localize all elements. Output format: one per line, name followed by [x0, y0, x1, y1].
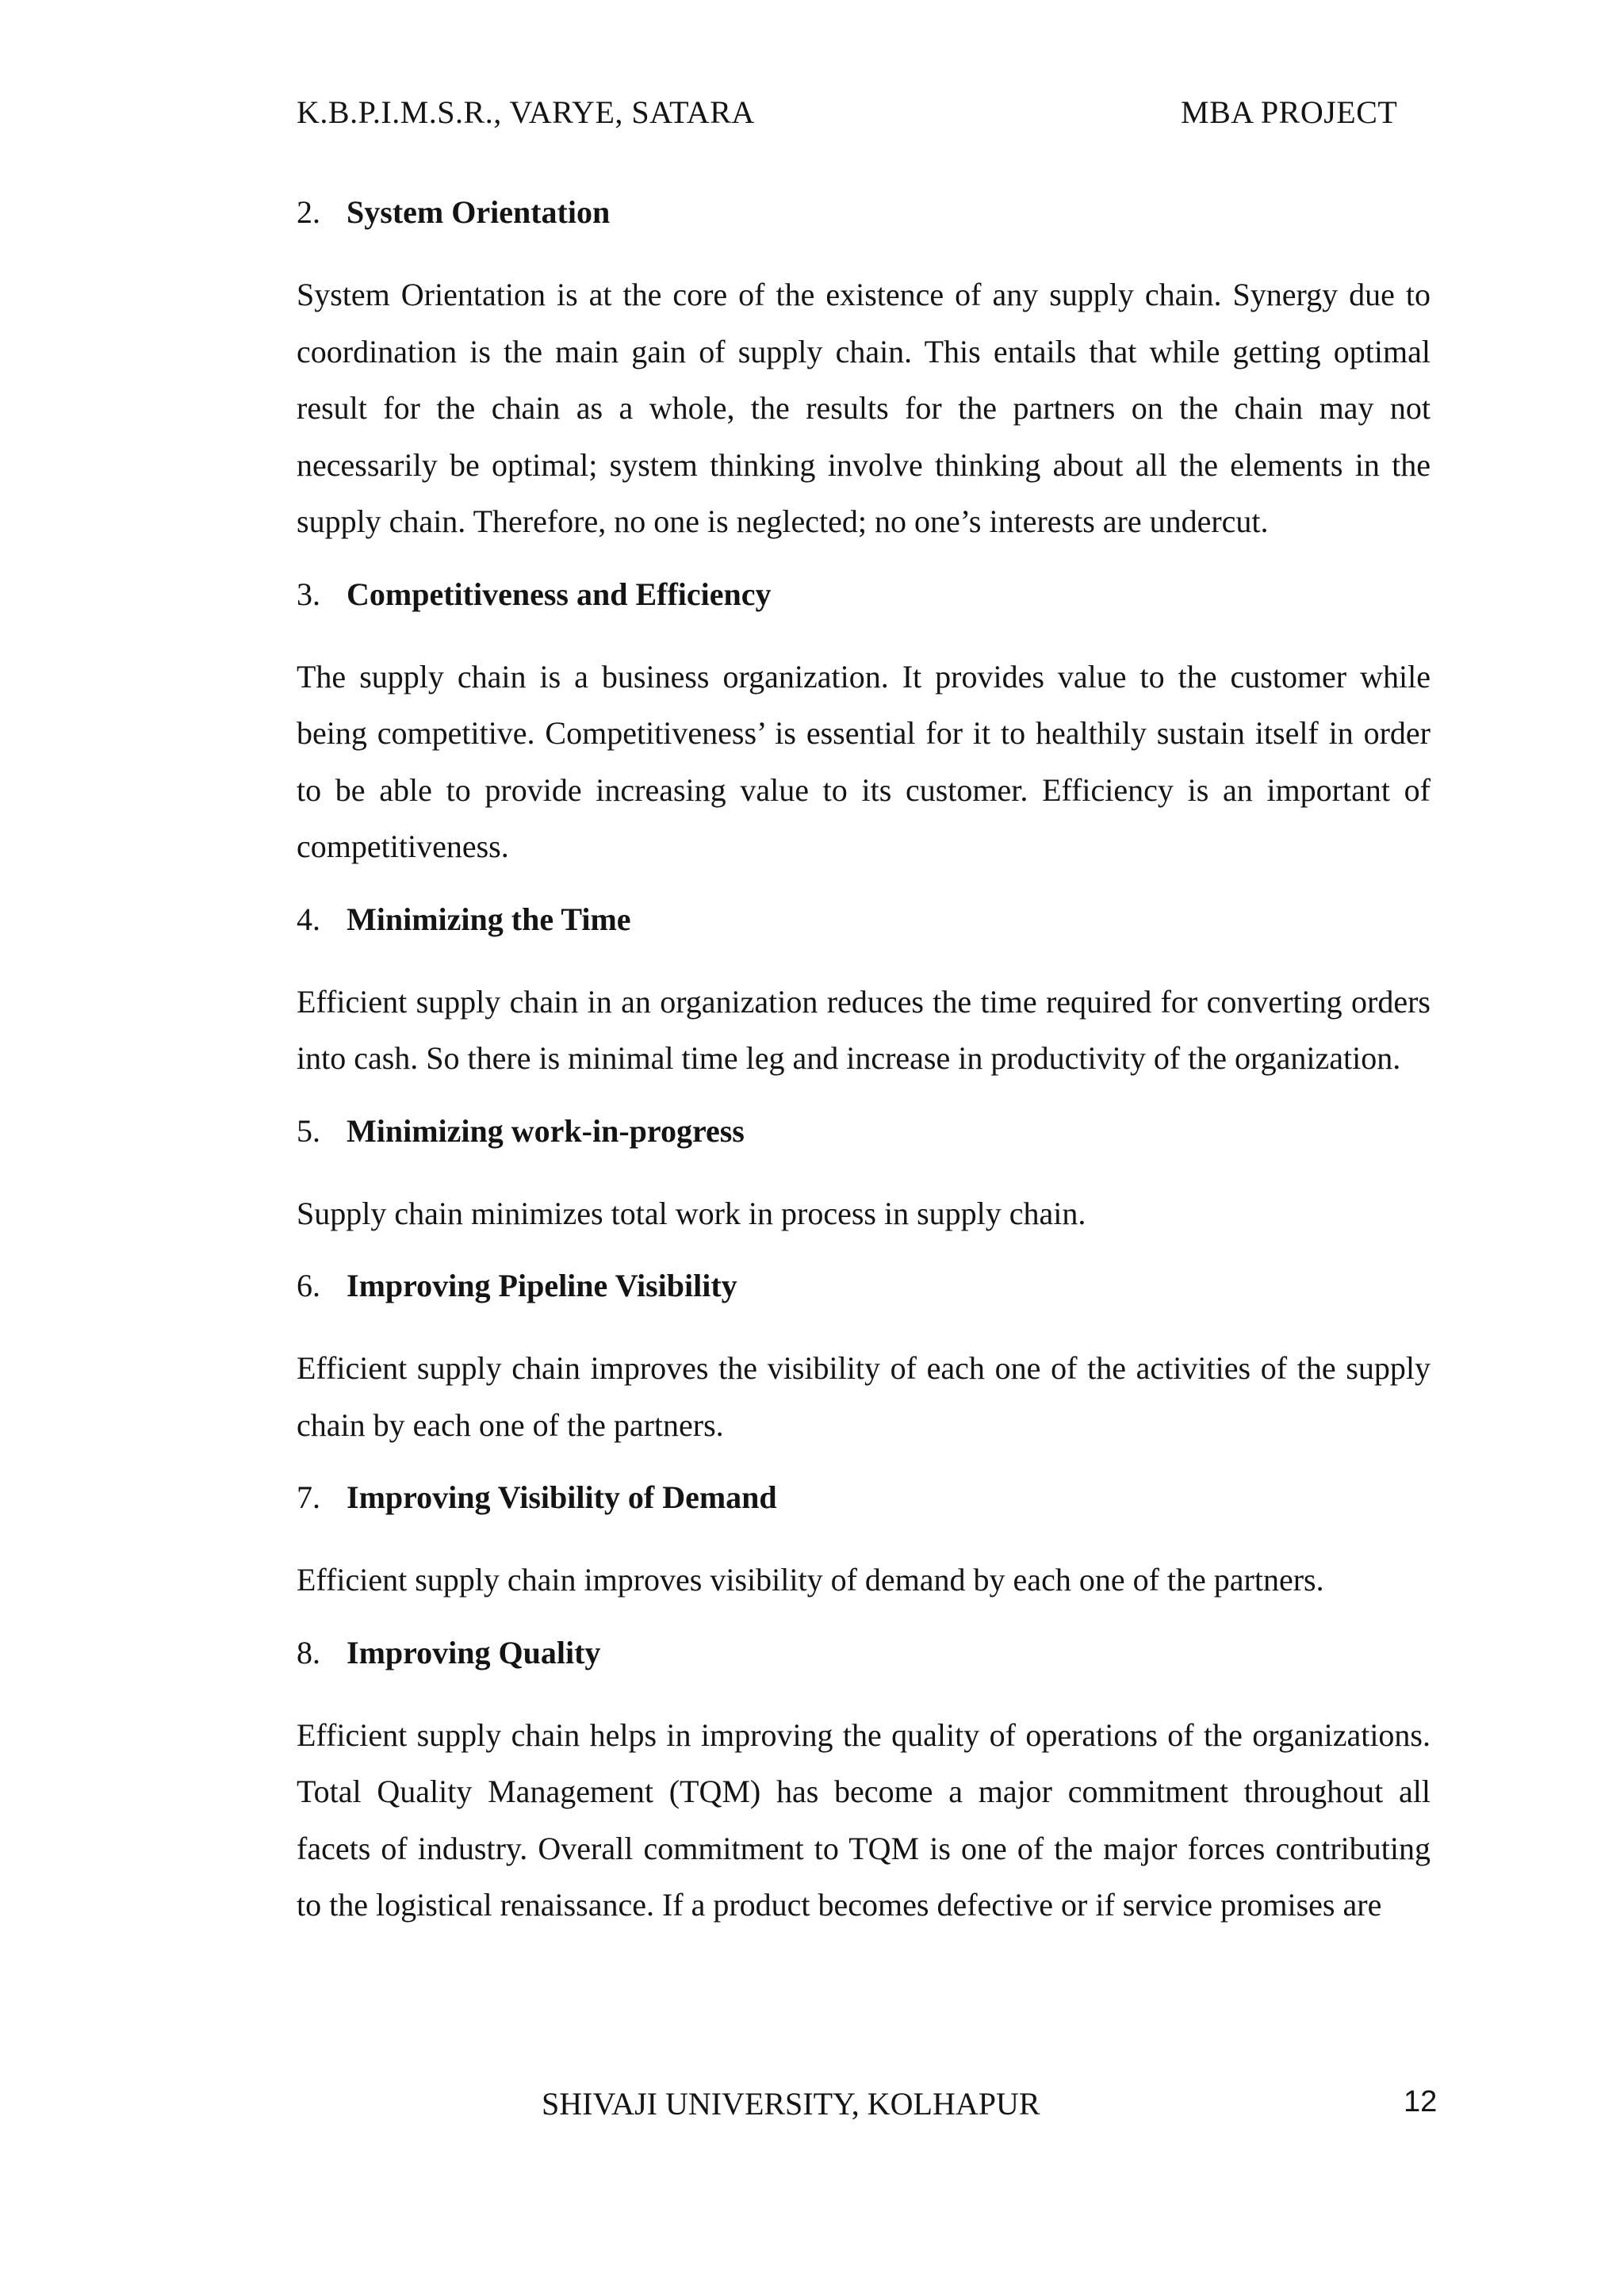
section-title: Improving Quality — [347, 1634, 601, 1670]
section-number: 4. — [297, 901, 320, 937]
footer-university: SHIVAJI UNIVERSITY, KOLHAPUR — [542, 2086, 1040, 2122]
section-title: Minimizing work-in-progress — [347, 1112, 745, 1149]
section-number: 8. — [297, 1634, 320, 1670]
header-institute: K.B.P.I.M.S.R., VARYE, SATARA — [297, 94, 755, 130]
section-number: 5. — [297, 1112, 320, 1149]
section-paragraph: Supply chain minimizes total work in process in supply chain. — [297, 1195, 1086, 1231]
section-paragraph: System Orientation is at the core of the existence of any supply chain. Synergy due to coordination is the main gain of supply chain. This entails that while getting optimal result for the chain as a whole, the results for the partners on the chain may not necessarily be optimal; system thinking involve thinking about all the elements in the supply chain. Therefore, no one is neglected; no one’s interests are undercut. — [297, 277, 1431, 539]
page-number: 12 — [1404, 2085, 1438, 2118]
section-heading — [297, 1111, 1431, 1152]
section-paragraph: The supply chain is a business organization. It provides value to the customer while being competitive. Competitiveness’ is essential for it to healthily sustain itself in order to be able to provide increasing value to its customer. Efficiency is an important of competitiveness. — [297, 658, 1431, 864]
section-heading — [297, 574, 1431, 615]
header-project: MBA PROJECT — [1181, 94, 1398, 130]
section-number: 3. — [297, 576, 320, 612]
section-paragraph: Efficient supply chain improves visibility of demand by each one of the partners. — [297, 1562, 1324, 1598]
section-title: Improving Visibility of Demand — [347, 1479, 777, 1515]
section-pipeline-visibility — [297, 1265, 1431, 1453]
section-paragraph: Efficient supply chain helps in improving the quality of operations of the organizations. Total Quality Management (TQM) has become a major commitment throughout all facets of industry. Overall commitment to TQM is one of the major forces contributing to the logistical renaissance. If a product becomes defective or if service promises are — [297, 1716, 1431, 1923]
section-system-orientation — [297, 192, 1431, 550]
section-heading — [297, 899, 1431, 940]
section-title: Competitiveness and Efficiency — [347, 576, 772, 612]
section-competitiveness — [297, 574, 1431, 875]
page-content — [297, 192, 1431, 1957]
section-paragraph: Efficient supply chain in an organization reduces the time required for converting orders into cash. So there is minimal time leg and increase in productivity of the organization. — [297, 983, 1431, 1076]
section-demand-visibility — [297, 1477, 1431, 1609]
section-heading — [297, 1477, 1431, 1518]
section-title: System Orientation — [347, 194, 611, 230]
page-footer — [0, 2085, 1624, 2133]
section-minimizing-wip — [297, 1111, 1431, 1242]
section-paragraph: Efficient supply chain improves the visibility of each one of the activities of the supply chain by each one of the partners. — [297, 1350, 1431, 1443]
section-heading — [297, 1632, 1431, 1674]
section-heading — [297, 1265, 1431, 1307]
section-title: Minimizing the Time — [347, 901, 631, 937]
section-number: 7. — [297, 1479, 320, 1515]
section-minimizing-time — [297, 899, 1431, 1087]
page-header — [297, 94, 1407, 141]
section-title: Improving Pipeline Visibility — [347, 1268, 737, 1303]
section-number: 6. — [297, 1268, 320, 1303]
section-heading — [297, 192, 1431, 233]
section-number: 2. — [297, 194, 320, 230]
section-improving-quality — [297, 1632, 1431, 1934]
